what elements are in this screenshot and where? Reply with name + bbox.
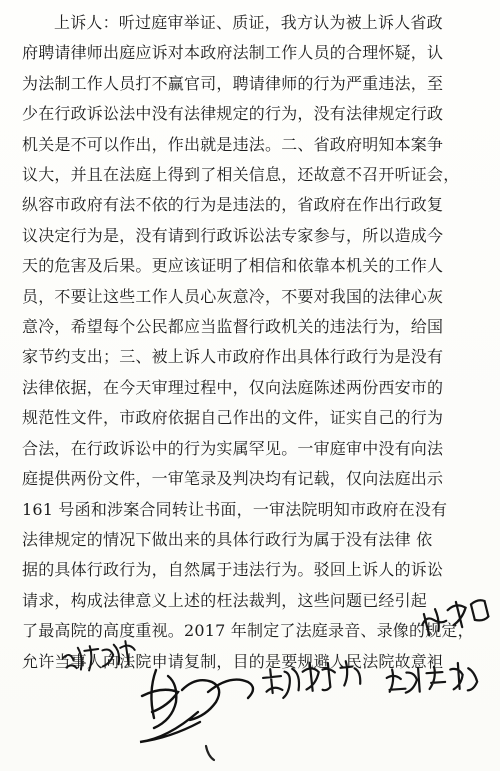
text-line: 议决定行为是，没有请到行政诉讼法专家参与，所以造成今 [22, 225, 444, 245]
text-line: 庭提供两份文件，一审笔录及判决均有记载，仅向法庭出示 [22, 469, 444, 489]
text-line: 为法制工作人员打不赢官司，聘请律师的行为严重违法，至 [22, 73, 444, 93]
text-line: 法律规定的情况下做出来的具体行政行为属于没有法律 依 [22, 529, 433, 549]
text-line: 法律依据，在今天审理过程中，仅向法庭陈述两份西安市的 [22, 377, 444, 397]
ink-mark [206, 746, 214, 760]
text-line: 了最高院的高度重视。2017 年制定了法庭录音、录像的规定， [22, 621, 474, 641]
handwritten-signature [262, 658, 361, 700]
text-line: 合法，在行政诉讼中的行为实属罕见。一审庭审中没有向法 [22, 438, 444, 458]
text-line: 纵容市政府有法不依的行为是违法的，省政府在作出行政复 [22, 195, 444, 215]
text-line: 规范性文件，市政府依据自己作出的文件，证实自己的行为 [22, 408, 444, 428]
text-line: 据的具体行政行为，自然属于违法行为。驳回上诉人的诉讼 [22, 560, 444, 580]
handwritten-signature [140, 670, 253, 742]
text-line: 允许当事人向法院申请复制，目的是要规避人民法院故意袒 [22, 651, 444, 671]
handwritten-signature [419, 595, 489, 636]
handwritten-signature [386, 662, 478, 696]
text-line: 少在行政诉讼法中没有法律规定的行为，没有法律规定行政 [22, 104, 444, 124]
text-line: 请求，构成法律意义上述的枉法裁判，这些问题已经引起 [22, 590, 428, 610]
text-line: 议大，并且在法庭上得到了相关信息，还故意不召开听证会， [22, 165, 460, 185]
text-line: 上诉人：听过庭审举证、质证，我方认为被上诉人省政 [54, 13, 443, 32]
text-line: 161 号函和涉案合同转让书面，一审法院明知市政府在没有 [22, 499, 448, 519]
handwritten-signature [62, 640, 137, 674]
text-line: 府聘请律师出庭应诉对本政府法制工作人员的合理怀疑，认 [22, 43, 444, 63]
text-line: 天的危害及后果。更应该证明了相信和依靠本机关的工作人 [22, 256, 444, 276]
text-line: 机关是不可以作出，作出就是违法。二、省政府明知本案争 [22, 134, 444, 154]
text-line: 意冷，希望每个公民都应当监督行政机关的违法行为，给国 [22, 317, 444, 337]
text-line: 家节约支出；三、被上诉人市政府作出具体行政行为是没有 [22, 347, 444, 367]
text-line: 员，不要让这些工作人员心灰意冷，不要对我国的法律心灰 [22, 286, 444, 306]
